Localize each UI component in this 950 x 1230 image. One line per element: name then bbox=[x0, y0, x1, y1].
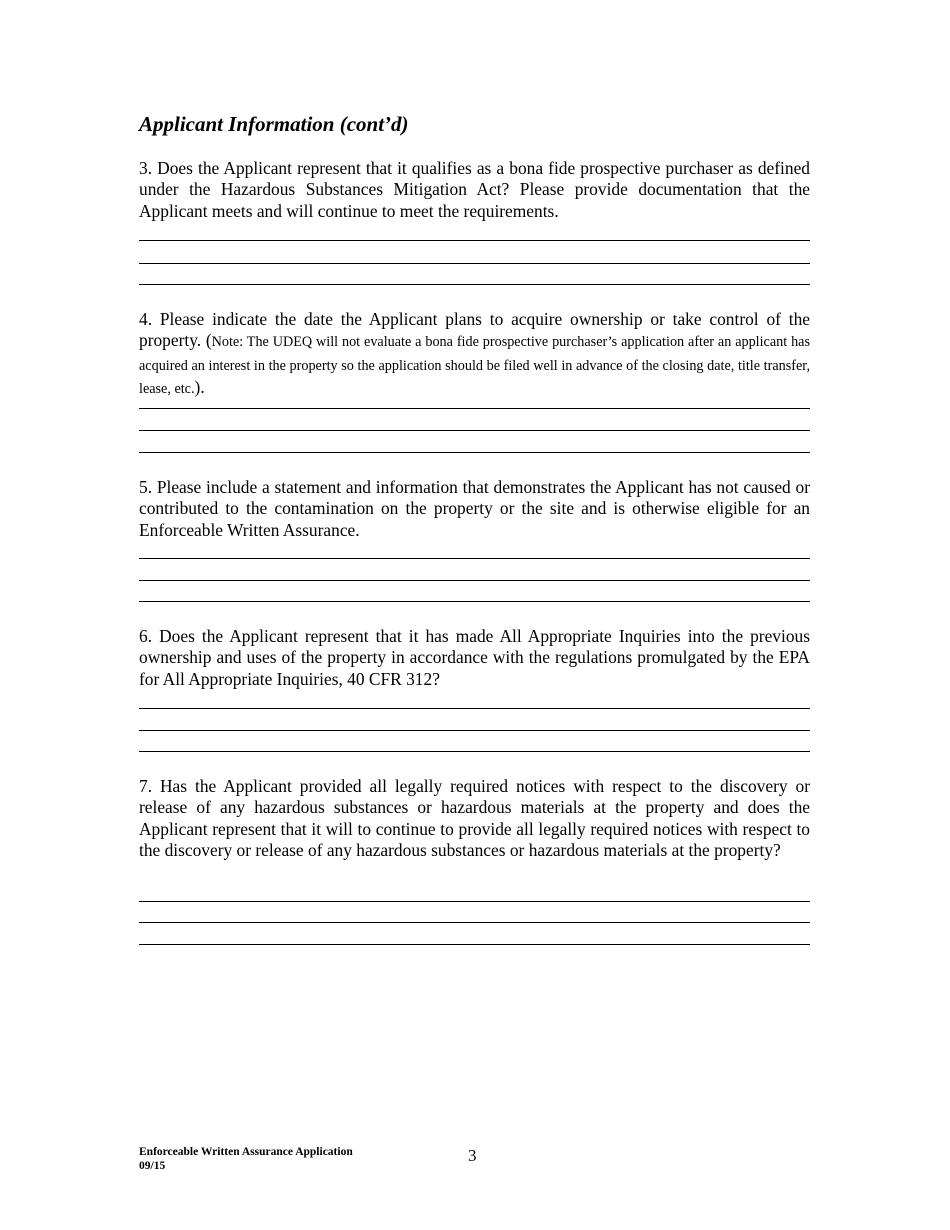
question-7: 7. Has the Applicant provided all legally required notices with respect to the discovery or release of any hazardous substances or hazardous materials at the property and does the Applicant represent that it will to continue to provide all legally required notices with respect to the discovery or release of any hazardous substances or hazardous materials at the property? bbox=[139, 776, 810, 861]
footer bbox=[139, 1145, 353, 1173]
answer-line-q7-1[interactable] bbox=[139, 901, 810, 902]
question-6: 6. Does the Applicant represent that it has made All Appropriate Inquiries into the previous ownership and uses of the property in accordance with the regulations promulgated by the EPA for All Appropriate Inquiries, 40 CFR 312? bbox=[139, 626, 810, 689]
answer-line-q7-3[interactable] bbox=[139, 944, 810, 945]
answer-line-q7-2[interactable] bbox=[139, 922, 810, 923]
answer-line-q6-1[interactable] bbox=[139, 708, 810, 709]
answer-line-q3-3[interactable] bbox=[139, 284, 810, 285]
question-4 bbox=[139, 309, 810, 401]
answer-line-q4-2[interactable] bbox=[139, 430, 810, 431]
question-3: 3. Does the Applicant represent that it qualifies as a bona fide prospective purchaser as defined under the Hazardous Substances Mitigation Act? Please provide documentation that the Applicant meets and will continue to meet the requirements. bbox=[139, 158, 810, 221]
question-4-note: Note: The UDEQ will not evaluate a bona fide prospective purchaser’s application after an applicant has acquired an interest in the property so the application should be filed well in advance of the closing date, title transfer, lease, etc. bbox=[139, 334, 810, 398]
answer-line-q3-2[interactable] bbox=[139, 263, 810, 264]
footer-revision: 09/15 bbox=[139, 1160, 166, 1172]
page-number: 3 bbox=[468, 1146, 477, 1165]
question-4-note-end: ). bbox=[194, 377, 205, 398]
answer-line-q6-3[interactable] bbox=[139, 751, 810, 752]
question-5: 5. Please include a statement and information that demonstrates the Applicant has not caused or contributed to the contamination on the property or the site and is otherwise eligible for an Enforceable Written Assurance. bbox=[139, 477, 810, 540]
answer-line-q4-3[interactable] bbox=[139, 452, 810, 453]
answer-line-q6-2[interactable] bbox=[139, 730, 810, 731]
answer-line-q4-1[interactable] bbox=[139, 408, 810, 409]
question-4-text: 4. Please indicate the date the Applicant plans to acquire ownership or take control of the property. ( bbox=[139, 309, 810, 351]
answer-line-q3-1[interactable] bbox=[139, 240, 810, 241]
answer-line-q5-2[interactable] bbox=[139, 580, 810, 581]
answer-line-q5-3[interactable] bbox=[139, 601, 810, 602]
section-title: Applicant Information (cont’d) bbox=[139, 112, 409, 136]
answer-line-q5-1[interactable] bbox=[139, 558, 810, 559]
footer-form-name: Enforceable Written Assurance Application bbox=[139, 1146, 353, 1158]
